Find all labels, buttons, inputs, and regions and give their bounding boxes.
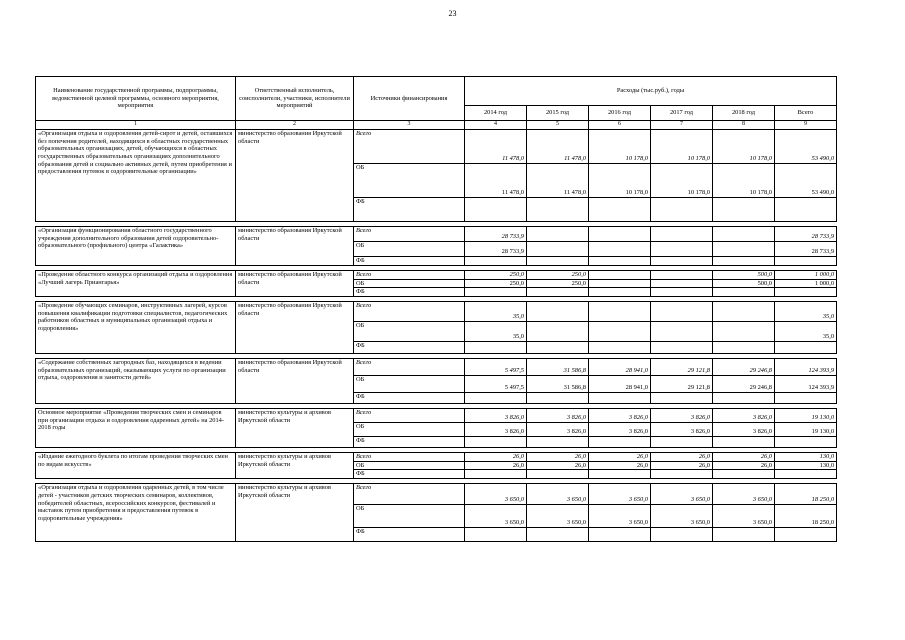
expense-value-5: 19 130,0 <box>775 409 837 423</box>
expense-value-1 <box>527 470 589 479</box>
expense-value-5: 130,0 <box>775 461 837 470</box>
activity-name: «Проведение областного конкурса организаций отдыха и оздоровления «Лучший лагерь Приангарья» <box>36 271 236 297</box>
funding-source: ОБ <box>354 505 465 528</box>
funding-source: ФБ <box>354 393 465 404</box>
expense-value-0: 3 826,0 <box>465 423 527 437</box>
table-row <box>36 359 837 376</box>
column-number-2: 2 <box>236 121 354 130</box>
expense-value-5: 130,0 <box>775 453 837 462</box>
expense-value-4 <box>713 257 775 266</box>
expense-value-1: 31 586,8 <box>527 359 589 376</box>
expense-value-3: 26,0 <box>651 461 713 470</box>
expense-value-4 <box>713 528 775 542</box>
expense-value-0: 3 650,0 <box>465 484 527 505</box>
expense-value-5: 124 393,9 <box>775 376 837 393</box>
expense-value-4: 29 246,8 <box>713 359 775 376</box>
expense-value-3: 10 178,0 <box>651 130 713 164</box>
expense-value-3 <box>651 322 713 342</box>
activity-executor: министерство культуры и архивов Иркутской области <box>236 409 354 448</box>
expense-value-3 <box>651 279 713 288</box>
column-number-3: 3 <box>354 121 465 130</box>
column-number-6: 6 <box>589 121 651 130</box>
expense-value-1: 31 586,8 <box>527 376 589 393</box>
funding-source: ФБ <box>354 198 465 222</box>
expense-value-5 <box>775 437 837 448</box>
expense-value-1 <box>527 242 589 257</box>
expense-value-5 <box>775 342 837 354</box>
expense-value-4: 3 650,0 <box>713 505 775 528</box>
funding-source: ФБ <box>354 437 465 448</box>
expense-value-5: 28 733,9 <box>775 242 837 257</box>
page-number: 23 <box>448 9 457 18</box>
activity-name: «Содержание собственных загородных баз, находящихся в ведении образовательных организаций, оказывающих услуги по организации отдыха, оздоровления и занятости детей» <box>36 359 236 404</box>
activity-name: «Проведение обучающих семинаров, инструктивных лагерей, курсов повышения квалификации подготовки специалистов, педагогических работников областных и муниципальных организаций отдыха и оздоровления» <box>36 302 236 354</box>
header-name: Наименование государственной программы, подпрограммы, ведомственной целевой программы, основного мероприятия, мероприятия <box>36 77 236 121</box>
activity-name: «Организация отдыха и оздоровления детей-сирот и детей, оставшихся без попечения родителей, находящихся в областных государственных образовательных организациях, детей, обучающихся в областных государственных образовательных организациях дополнительного образования детей и социально активных детей, путем приобретения и предоставления путевок в оздоровительные организации» <box>36 130 236 222</box>
funding-source: ФБ <box>354 342 465 354</box>
funding-source: ФБ <box>354 257 465 266</box>
expense-value-4 <box>713 393 775 404</box>
expense-value-0 <box>465 342 527 354</box>
expense-value-0 <box>465 198 527 222</box>
expense-value-3 <box>651 227 713 242</box>
expense-value-0: 3 826,0 <box>465 409 527 423</box>
expense-value-2 <box>589 198 651 222</box>
activity-executor: министерство образования Иркутской области <box>236 227 354 266</box>
expense-value-1: 250,0 <box>527 271 589 280</box>
expense-value-4: 26,0 <box>713 453 775 462</box>
table-row <box>36 130 837 164</box>
expense-value-0: 28 733,9 <box>465 242 527 257</box>
expense-value-2 <box>589 288 651 297</box>
expense-value-1: 3 826,0 <box>527 423 589 437</box>
expense-value-0: 3 650,0 <box>465 505 527 528</box>
funding-source: Всего <box>354 227 465 242</box>
expense-value-4 <box>713 302 775 322</box>
funding-source: Всего <box>354 130 465 164</box>
activity-executor: министерство образования Иркутской области <box>236 271 354 297</box>
expense-value-2: 3 826,0 <box>589 409 651 423</box>
expense-value-1: 11 478,0 <box>527 164 589 198</box>
expense-value-2: 3 826,0 <box>589 423 651 437</box>
expense-value-3: 3 650,0 <box>651 505 713 528</box>
funding-source: ОБ <box>354 164 465 198</box>
header-numbers-row <box>36 121 837 130</box>
activity-name: «Издание ежегодного буклета по итогам проведения творческих смен по видам искусств» <box>36 453 236 479</box>
column-number-1: 1 <box>36 121 236 130</box>
column-number-9: 9 <box>775 121 837 130</box>
table-row <box>36 271 837 280</box>
expense-value-2: 10 178,0 <box>589 130 651 164</box>
expense-value-3: 26,0 <box>651 453 713 462</box>
column-number-5: 5 <box>527 121 589 130</box>
expense-value-3: 3 650,0 <box>651 484 713 505</box>
expense-value-5: 19 130,0 <box>775 423 837 437</box>
expense-value-1 <box>527 257 589 266</box>
expense-value-0 <box>465 393 527 404</box>
expense-value-2 <box>589 393 651 404</box>
expense-value-3 <box>651 528 713 542</box>
budget-table <box>35 76 837 542</box>
expense-value-5: 28 733,9 <box>775 227 837 242</box>
expense-value-3 <box>651 342 713 354</box>
expense-value-5 <box>775 257 837 266</box>
expense-value-0: 26,0 <box>465 453 527 462</box>
funding-source: ОБ <box>354 242 465 257</box>
expense-value-4 <box>713 227 775 242</box>
expense-value-4: 500,0 <box>713 271 775 280</box>
expense-value-0: 35,0 <box>465 322 527 342</box>
expense-value-2: 3 650,0 <box>589 484 651 505</box>
funding-source: Всего <box>354 484 465 505</box>
expense-value-0 <box>465 437 527 448</box>
expense-value-5 <box>775 528 837 542</box>
expense-value-2 <box>589 227 651 242</box>
header-source: Источники финансирования <box>354 77 465 121</box>
expense-value-5: 53 490,0 <box>775 130 837 164</box>
expense-value-4: 10 178,0 <box>713 164 775 198</box>
header-expenses: Расходы (тыс.руб.), годы <box>465 77 837 106</box>
expense-value-0: 5 497,5 <box>465 359 527 376</box>
funding-source: Всего <box>354 359 465 376</box>
expense-value-0 <box>465 528 527 542</box>
expense-value-2: 10 178,0 <box>589 164 651 198</box>
expense-value-4: 500,0 <box>713 279 775 288</box>
expense-value-4: 3 826,0 <box>713 409 775 423</box>
expense-value-5 <box>775 288 837 297</box>
expense-value-4 <box>713 470 775 479</box>
funding-source: ОБ <box>354 376 465 393</box>
expense-value-2 <box>589 470 651 479</box>
expense-value-3: 10 178,0 <box>651 164 713 198</box>
funding-source: ОБ <box>354 279 465 288</box>
column-number-8: 8 <box>713 121 775 130</box>
expense-value-1 <box>527 302 589 322</box>
expense-value-1: 3 650,0 <box>527 484 589 505</box>
expense-value-1: 3 650,0 <box>527 505 589 528</box>
expense-value-5: 35,0 <box>775 322 837 342</box>
expense-value-3: 29 121,8 <box>651 359 713 376</box>
expense-value-0: 250,0 <box>465 279 527 288</box>
table-row <box>36 453 837 462</box>
expense-value-3 <box>651 393 713 404</box>
expense-value-4: 26,0 <box>713 461 775 470</box>
expense-value-0: 250,0 <box>465 271 527 280</box>
expense-value-1 <box>527 437 589 448</box>
expense-value-2 <box>589 528 651 542</box>
activity-name: «Организация функционирования областного государственного учреждения дополнительного образования детей оздоровительно-образовательного (профильного) центра «Галактика» <box>36 227 236 266</box>
expense-value-1: 26,0 <box>527 453 589 462</box>
activity-name: «Организация отдыха и оздоровления одаренных детей, в том числе детей - участников детских творческих семинаров, коллективов, победителей областных, всероссийских конкурсов, фестивалей и выставок путем приобретения и предоставления путевок в оздоровительные учреждения» <box>36 484 236 542</box>
expense-value-2 <box>589 437 651 448</box>
funding-source: ФБ <box>354 470 465 479</box>
expense-value-5: 1 000,0 <box>775 279 837 288</box>
header-year-0: 2014 год <box>465 106 527 121</box>
header-year-3: 2017 год <box>651 106 713 121</box>
expense-value-1: 26,0 <box>527 461 589 470</box>
expense-value-2: 3 650,0 <box>589 505 651 528</box>
expense-value-0: 35,0 <box>465 302 527 322</box>
expense-value-4 <box>713 342 775 354</box>
expense-value-0: 11 478,0 <box>465 130 527 164</box>
expense-value-5: 18 250,0 <box>775 505 837 528</box>
table-row <box>36 484 837 505</box>
expense-value-2: 26,0 <box>589 453 651 462</box>
expense-value-4: 10 178,0 <box>713 130 775 164</box>
expense-value-5: 18 250,0 <box>775 484 837 505</box>
expense-value-4 <box>713 242 775 257</box>
expense-value-0 <box>465 288 527 297</box>
expense-value-0: 26,0 <box>465 461 527 470</box>
expense-value-2 <box>589 271 651 280</box>
expense-value-2 <box>589 302 651 322</box>
expense-value-0: 11 478,0 <box>465 164 527 198</box>
expense-value-0 <box>465 257 527 266</box>
header-year-2: 2016 год <box>589 106 651 121</box>
expense-value-5 <box>775 470 837 479</box>
activity-executor: министерство культуры и архивов Иркутской области <box>236 484 354 542</box>
header-year-4: 2018 год <box>713 106 775 121</box>
expense-value-1 <box>527 342 589 354</box>
expense-value-5 <box>775 393 837 404</box>
expense-value-4 <box>713 198 775 222</box>
expense-value-2 <box>589 342 651 354</box>
expense-value-5: 124 393,9 <box>775 359 837 376</box>
header-executor: Ответственный исполнитель, соисполнители, участники, исполнители мероприятий <box>236 77 354 121</box>
column-number-7: 7 <box>651 121 713 130</box>
expense-value-4 <box>713 322 775 342</box>
expense-value-2 <box>589 279 651 288</box>
expense-value-2: 28 941,0 <box>589 359 651 376</box>
expense-value-3 <box>651 198 713 222</box>
funding-source: ОБ <box>354 423 465 437</box>
expense-value-0 <box>465 470 527 479</box>
funding-source: ФБ <box>354 528 465 542</box>
expense-value-3 <box>651 242 713 257</box>
expense-value-1 <box>527 393 589 404</box>
table-row <box>36 409 837 423</box>
expense-value-4: 3 650,0 <box>713 484 775 505</box>
expense-value-3 <box>651 257 713 266</box>
expense-value-3: 3 826,0 <box>651 423 713 437</box>
expense-value-1 <box>527 198 589 222</box>
expense-value-1 <box>527 288 589 297</box>
expense-value-5: 53 490,0 <box>775 164 837 198</box>
expense-value-2 <box>589 322 651 342</box>
expense-value-4 <box>713 288 775 297</box>
expense-value-3 <box>651 470 713 479</box>
expense-value-1: 3 826,0 <box>527 409 589 423</box>
activity-executor: министерство образования Иркутской области <box>236 359 354 404</box>
funding-source: ОБ <box>354 322 465 342</box>
expense-value-4: 29 246,8 <box>713 376 775 393</box>
table-row <box>36 302 837 322</box>
column-number-4: 4 <box>465 121 527 130</box>
expense-value-3 <box>651 271 713 280</box>
expense-value-2: 28 941,0 <box>589 376 651 393</box>
activity-executor: министерство образования Иркутской области <box>236 302 354 354</box>
activity-name: Основное мероприятие «Проведения творческих смен и семинаров при организации отдыха и оздоровления одаренных детей» на 2014-2018 годы <box>36 409 236 448</box>
activity-executor: министерство образования Иркутской области <box>236 130 354 222</box>
expense-value-5: 35,0 <box>775 302 837 322</box>
funding-source: Всего <box>354 302 465 322</box>
expense-value-0: 5 497,5 <box>465 376 527 393</box>
expense-value-4 <box>713 437 775 448</box>
expense-value-3: 29 121,8 <box>651 376 713 393</box>
expense-value-5 <box>775 198 837 222</box>
expense-value-5: 1 000,0 <box>775 271 837 280</box>
expense-value-1 <box>527 528 589 542</box>
expense-value-3 <box>651 302 713 322</box>
header-year-1: 2015 год <box>527 106 589 121</box>
funding-source: ОБ <box>354 461 465 470</box>
expense-value-3 <box>651 288 713 297</box>
activity-executor: министерство культуры и архивов Иркутской области <box>236 453 354 479</box>
expense-value-1: 11 478,0 <box>527 130 589 164</box>
funding-source: Всего <box>354 453 465 462</box>
table-body <box>36 130 837 542</box>
expense-value-2 <box>589 257 651 266</box>
expense-value-1: 250,0 <box>527 279 589 288</box>
expense-value-1 <box>527 322 589 342</box>
funding-source: Всего <box>354 409 465 423</box>
expense-value-0: 28 733,9 <box>465 227 527 242</box>
expense-value-3: 3 826,0 <box>651 409 713 423</box>
expense-value-2: 26,0 <box>589 461 651 470</box>
funding-source: ФБ <box>354 288 465 297</box>
funding-source: Всего <box>354 271 465 280</box>
expense-value-3 <box>651 437 713 448</box>
expense-value-2 <box>589 242 651 257</box>
header-year-5: Всего <box>775 106 837 121</box>
expense-value-4: 3 826,0 <box>713 423 775 437</box>
table-row <box>36 227 837 242</box>
expense-value-1 <box>527 227 589 242</box>
